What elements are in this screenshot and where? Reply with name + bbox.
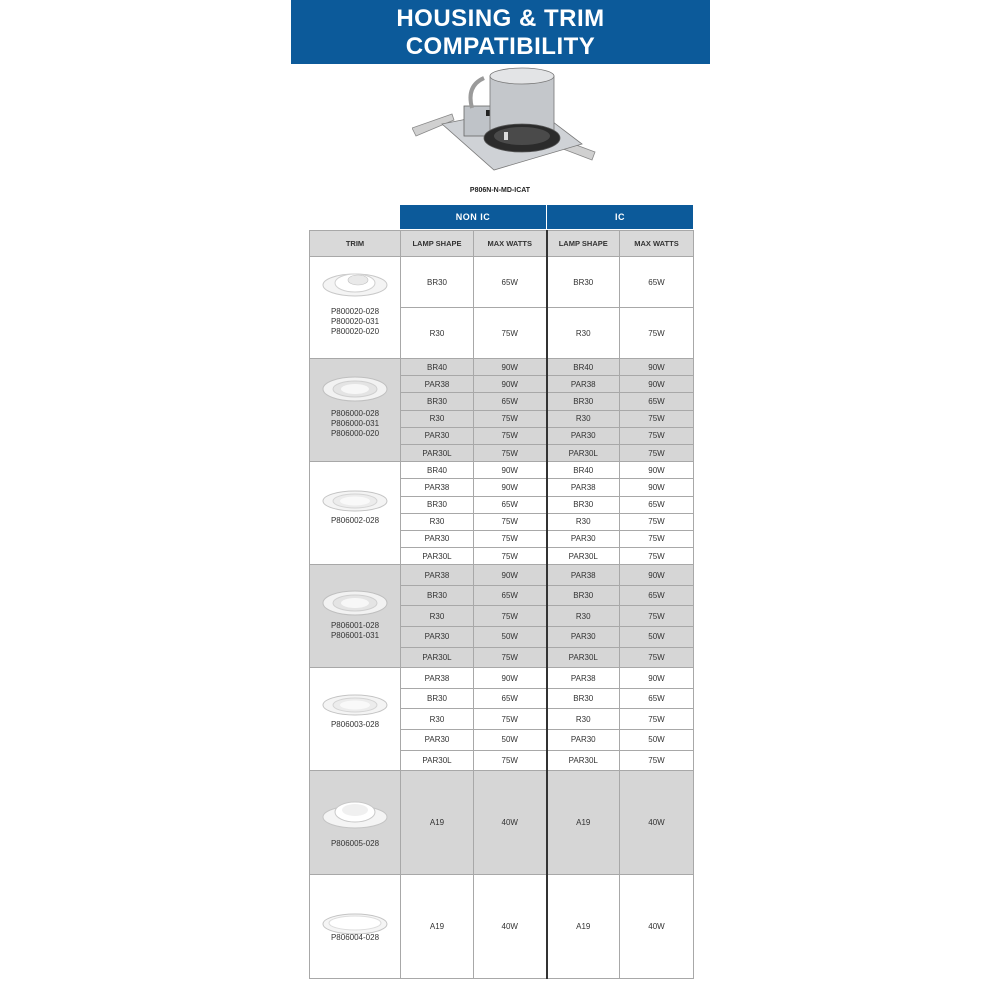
non-ic-lamp-shape-cell: BR30 — [401, 585, 474, 606]
baffle-trim-image — [310, 692, 400, 720]
non-ic-lamp-shape-cell: BR30 — [401, 257, 474, 308]
trim-cell — [310, 771, 401, 875]
ic-max-watts-cell: 75W — [620, 750, 694, 771]
non-ic-lamp-shape-cell: PAR38 — [401, 376, 474, 393]
column-header-row — [310, 231, 694, 257]
ic-max-watts-cell: 75W — [620, 427, 694, 444]
non-ic-max-watts-header: MAX WATTS — [474, 231, 547, 257]
non-ic-max-watts-cell: 75W — [474, 410, 547, 427]
non-ic-max-watts-cell: 90W — [474, 359, 547, 376]
ic-max-watts-cell: 75W — [620, 606, 694, 627]
non-ic-lamp-shape-cell: A19 — [401, 771, 474, 875]
ic-lamp-shape-cell: PAR30 — [547, 427, 620, 444]
non-ic-group-header: NON IC — [400, 205, 546, 229]
ic-max-watts-header: MAX WATTS — [620, 231, 694, 257]
ic-lamp-shape-cell: BR30 — [547, 688, 620, 709]
non-ic-max-watts-cell: 90W — [474, 565, 547, 586]
non-ic-max-watts-cell: 75W — [474, 606, 547, 627]
non-ic-lamp-shape-cell: BR40 — [401, 462, 474, 479]
ic-max-watts-cell: 75W — [620, 444, 694, 461]
table-row — [310, 565, 694, 586]
non-ic-lamp-shape-cell: R30 — [401, 709, 474, 730]
non-ic-lamp-shape-cell: PAR38 — [401, 565, 474, 586]
ic-lamp-shape-cell: R30 — [547, 410, 620, 427]
ic-lamp-shape-cell: BR40 — [547, 359, 620, 376]
ic-lamp-shape-cell: BR30 — [547, 496, 620, 513]
table-row — [310, 668, 694, 689]
trim-model-numbers — [310, 720, 400, 730]
non-ic-max-watts-cell: 50W — [474, 730, 547, 751]
non-ic-max-watts-cell: 75W — [474, 308, 547, 359]
trim-model-number: P806005-028 — [330, 839, 380, 849]
trim-cell — [310, 257, 401, 359]
trim-model-number: P806001-028 — [330, 621, 380, 631]
non-ic-max-watts-cell: 90W — [474, 462, 547, 479]
ic-max-watts-cell: 75W — [620, 410, 694, 427]
ic-max-watts-cell: 75W — [620, 548, 694, 565]
ic-lamp-shape-cell: R30 — [547, 308, 620, 359]
non-ic-lamp-shape-cell: R30 — [401, 410, 474, 427]
ic-lamp-shape-cell: PAR30 — [547, 627, 620, 648]
ic-max-watts-cell: 40W — [620, 771, 694, 875]
non-ic-max-watts-cell: 75W — [474, 427, 547, 444]
ic-lamp-shape-cell: R30 — [547, 513, 620, 530]
non-ic-max-watts-cell: 65W — [474, 688, 547, 709]
ic-max-watts-cell: 65W — [620, 688, 694, 709]
table-row — [310, 257, 694, 308]
ic-lamp-shape-cell: PAR30L — [547, 750, 620, 771]
ic-max-watts-cell: 65W — [620, 393, 694, 410]
ic-lamp-shape-cell: PAR30L — [547, 444, 620, 461]
ic-lamp-shape-cell: BR40 — [547, 462, 620, 479]
ic-lamp-shape-cell: PAR30L — [547, 548, 620, 565]
non-ic-max-watts-cell: 75W — [474, 530, 547, 547]
ic-max-watts-cell: 90W — [620, 359, 694, 376]
non-ic-max-watts-cell: 65W — [474, 257, 547, 308]
ic-max-watts-cell: 50W — [620, 730, 694, 751]
ic-lamp-shape-cell: PAR30 — [547, 730, 620, 751]
trim-model-numbers — [310, 621, 400, 641]
non-ic-lamp-shape-cell: BR30 — [401, 688, 474, 709]
non-ic-max-watts-cell: 65W — [474, 585, 547, 606]
non-ic-lamp-shape-cell: BR40 — [401, 359, 474, 376]
table-row — [310, 771, 694, 875]
title-banner — [291, 0, 710, 64]
trim-model-numbers — [310, 409, 400, 439]
trim-cell — [310, 565, 401, 668]
trim-cell — [310, 359, 401, 462]
ic-max-watts-cell: 75W — [620, 709, 694, 730]
ic-lamp-shape-cell: PAR30L — [547, 647, 620, 668]
non-ic-lamp-shape-cell: R30 — [401, 513, 474, 530]
ic-lamp-shape-cell: PAR38 — [547, 668, 620, 689]
trim-model-number: P806000-031 — [330, 419, 380, 428]
non-ic-lamp-shape-cell: PAR30L — [401, 444, 474, 461]
non-ic-max-watts-cell: 75W — [474, 513, 547, 530]
ic-max-watts-cell: 65W — [620, 585, 694, 606]
non-ic-max-watts-cell: 75W — [474, 444, 547, 461]
ic-max-watts-cell: 75W — [620, 530, 694, 547]
non-ic-max-watts-cell: 65W — [474, 496, 547, 513]
trim-model-number: P806001-031 — [330, 631, 380, 641]
non-ic-lamp-shape-cell: PAR30 — [401, 427, 474, 444]
non-ic-max-watts-cell: 75W — [474, 750, 547, 771]
trim-model-number: P800020-028 — [330, 307, 380, 316]
trim-model-number: P806003-028 — [330, 720, 380, 730]
trim-model-number: P800020-031 — [330, 317, 380, 326]
non-ic-max-watts-cell: 75W — [474, 548, 547, 565]
ic-lamp-shape-cell: PAR38 — [547, 565, 620, 586]
table-row — [310, 359, 694, 376]
non-ic-lamp-shape-cell: A19 — [401, 875, 474, 979]
ic-lamp-shape-cell: A19 — [547, 771, 620, 875]
title-line-2: COMPATIBILITY — [405, 33, 596, 60]
lens-trim-image — [310, 799, 400, 833]
trim-model-numbers — [310, 307, 400, 337]
ic-lamp-shape-cell: R30 — [547, 606, 620, 627]
ic-max-watts-cell: 90W — [620, 376, 694, 393]
reflector-trim-image — [310, 375, 400, 405]
ic-group-header: IC — [547, 205, 693, 229]
ic-lamp-shape-cell: R30 — [547, 709, 620, 730]
ic-lamp-shape-header: LAMP SHAPE — [547, 231, 620, 257]
ic-max-watts-cell: 90W — [620, 479, 694, 496]
non-ic-max-watts-cell: 90W — [474, 479, 547, 496]
compatibility-table — [309, 230, 694, 979]
reflector-trim-image — [310, 589, 400, 619]
ic-max-watts-cell: 75W — [620, 647, 694, 668]
non-ic-lamp-shape-cell: PAR30L — [401, 647, 474, 668]
ic-max-watts-cell: 40W — [620, 875, 694, 979]
title-line-1: HOUSING & TRIM — [396, 5, 605, 32]
non-ic-lamp-shape-cell: R30 — [401, 606, 474, 627]
non-ic-lamp-shape-header: LAMP SHAPE — [401, 231, 474, 257]
ic-max-watts-cell: 75W — [620, 308, 694, 359]
trim-model-number: P806002-028 — [330, 516, 380, 526]
eyeball-trim-image — [310, 269, 400, 301]
non-ic-lamp-shape-cell: R30 — [401, 308, 474, 359]
ic-max-watts-cell: 50W — [620, 627, 694, 648]
non-ic-lamp-shape-cell: PAR30L — [401, 548, 474, 565]
housing-image — [412, 66, 597, 184]
non-ic-max-watts-cell: 50W — [474, 627, 547, 648]
table-row — [310, 462, 694, 479]
trim-model-numbers — [310, 839, 400, 849]
ic-max-watts-cell: 65W — [620, 496, 694, 513]
non-ic-max-watts-cell: 40W — [474, 875, 547, 979]
housing-model-label: P806N-N-MD-ICAT — [469, 187, 531, 194]
non-ic-lamp-shape-cell: BR30 — [401, 393, 474, 410]
non-ic-max-watts-cell: 90W — [474, 668, 547, 689]
non-ic-max-watts-cell: 75W — [474, 647, 547, 668]
trim-model-numbers — [310, 516, 400, 526]
ic-lamp-shape-cell: A19 — [547, 875, 620, 979]
trim-cell — [310, 668, 401, 771]
non-ic-max-watts-cell: 40W — [474, 771, 547, 875]
trim-column-header: TRIM — [310, 231, 401, 257]
trim-model-number: P806004-028 — [330, 933, 380, 943]
table-body — [310, 257, 694, 979]
non-ic-lamp-shape-cell: PAR30 — [401, 627, 474, 648]
ic-max-watts-cell: 90W — [620, 565, 694, 586]
non-ic-max-watts-cell: 90W — [474, 376, 547, 393]
ic-max-watts-cell: 65W — [620, 257, 694, 308]
non-ic-lamp-shape-cell: PAR30L — [401, 750, 474, 771]
non-ic-max-watts-cell: 65W — [474, 393, 547, 410]
ic-lamp-shape-cell: PAR38 — [547, 479, 620, 496]
non-ic-lamp-shape-cell: BR30 — [401, 496, 474, 513]
non-ic-max-watts-cell: 75W — [474, 709, 547, 730]
ic-max-watts-cell: 90W — [620, 668, 694, 689]
ic-lamp-shape-cell: PAR30 — [547, 530, 620, 547]
table-row — [310, 875, 694, 979]
ic-max-watts-cell: 90W — [620, 462, 694, 479]
ic-lamp-shape-cell: BR30 — [547, 585, 620, 606]
ic-max-watts-cell: 75W — [620, 513, 694, 530]
trim-model-number: P800020-020 — [330, 327, 380, 336]
trim-cell — [310, 462, 401, 565]
non-ic-lamp-shape-cell: PAR38 — [401, 668, 474, 689]
trim-cell — [310, 875, 401, 979]
ic-lamp-shape-cell: BR30 — [547, 393, 620, 410]
ic-lamp-shape-cell: PAR38 — [547, 376, 620, 393]
trim-model-number: P806000-020 — [330, 429, 380, 438]
non-ic-lamp-shape-cell: PAR38 — [401, 479, 474, 496]
ic-lamp-shape-cell: BR30 — [547, 257, 620, 308]
non-ic-lamp-shape-cell: PAR30 — [401, 530, 474, 547]
trim-model-number: P806000-028 — [330, 409, 380, 418]
baffle-trim-image — [310, 488, 400, 516]
non-ic-lamp-shape-cell: PAR30 — [401, 730, 474, 751]
